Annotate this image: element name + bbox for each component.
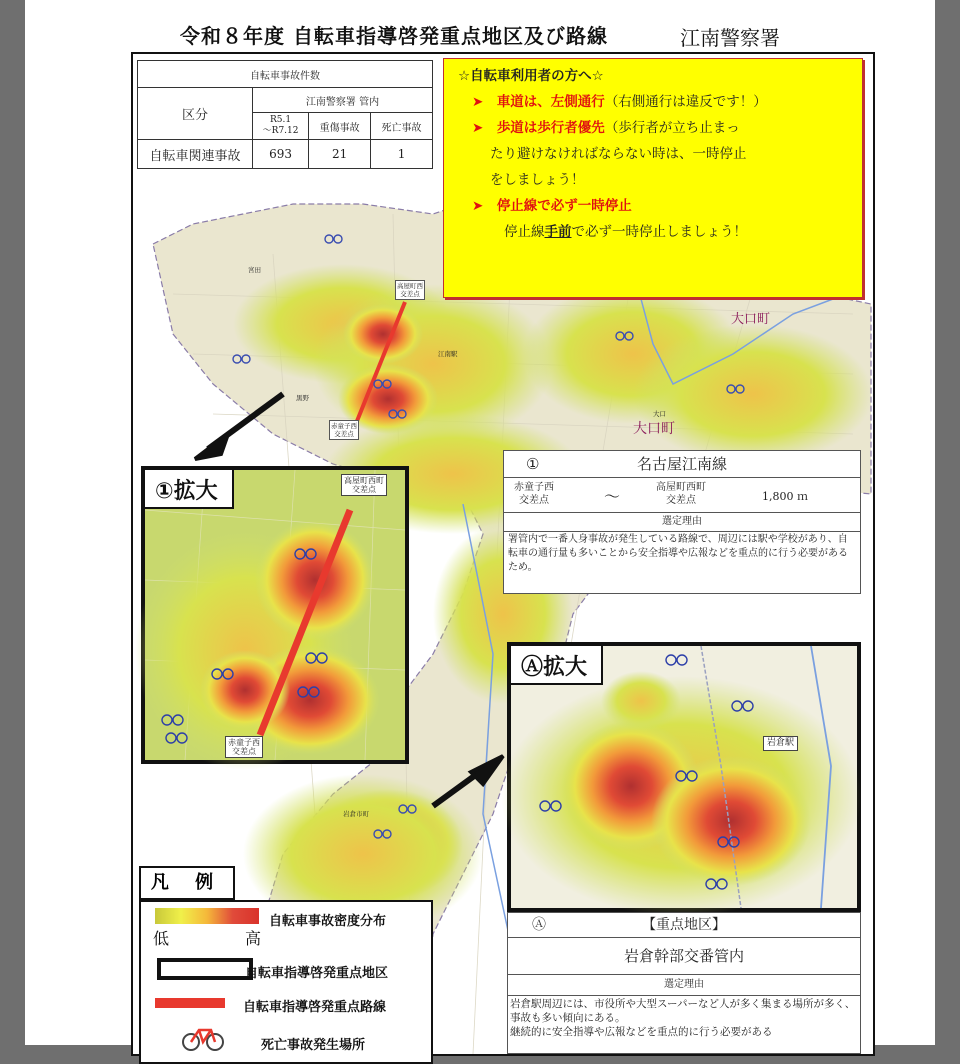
- zoom-a-label: Ⓐ拡大: [511, 646, 603, 685]
- zoom-1-heatmap: [145, 470, 405, 760]
- label-iwakura: 岩倉市町: [343, 810, 369, 818]
- route-info-box: [503, 450, 861, 594]
- route-end: 高屋町西町 交差点: [656, 482, 706, 506]
- density-gradient-swatch: [155, 908, 259, 924]
- area-info-box: [507, 912, 861, 1054]
- stats-serious: 21: [309, 140, 371, 169]
- stats-caption: 自転車事故件数: [138, 61, 433, 88]
- label-konan-station: 江南駅: [438, 350, 458, 358]
- label-oguchi-large: 大口町: [633, 421, 675, 437]
- notice-item-1: ➤ 車道は、左側通行（右側通行は違反です！）: [472, 94, 767, 110]
- route-length: 1,800 ｍ: [762, 490, 808, 503]
- label-oguchi-small: 大口町: [731, 312, 771, 327]
- zoom-1-label: ①拡大: [145, 470, 234, 509]
- legend-route-swatch: [155, 998, 225, 1008]
- area-letter: Ⓐ: [532, 917, 546, 933]
- zoom-a-station-tag: 岩倉駅: [763, 736, 798, 751]
- label-kurono: 黒野: [296, 394, 309, 402]
- area-heading: 【重点地区】: [642, 917, 726, 933]
- arrow-icon: ➤: [472, 120, 484, 136]
- area-reason-title: 選定理由: [508, 975, 860, 996]
- stats-row-label: 自転車関連事故: [138, 140, 253, 169]
- stats-period: R5.1 ～R7.12: [253, 113, 309, 140]
- route-reason-title: 選定理由: [504, 513, 860, 532]
- zoom-1-south-tag: 赤童子西 交差点: [225, 736, 263, 758]
- notice-item-2: ➤ 歩道は歩行者優先（歩行者が立ち止まっ: [472, 120, 740, 136]
- arrow-icon: ➤: [472, 198, 484, 214]
- legend-title: 凡 例: [139, 866, 235, 900]
- notice-item-2-line-3: をしましょう！: [490, 172, 585, 188]
- stats-category-header: 区分: [138, 88, 253, 140]
- zoom-a-heatmap: [511, 646, 857, 908]
- arrow-icon: ➤: [472, 94, 484, 110]
- route-tilde: ～: [604, 487, 621, 506]
- notice-heading: ☆自転車利用者の方へ☆: [458, 68, 604, 84]
- page-title: 令和８年度 自転車指導啓発重点地区及び路線: [180, 24, 608, 48]
- map-legend: [139, 900, 433, 1064]
- legend-area-label: 自転車指導啓発重点地区: [245, 966, 389, 981]
- stats-total: 693: [253, 140, 309, 169]
- label-miyata: 宮田: [248, 266, 261, 274]
- stats-serious-header: 重傷事故: [309, 113, 371, 140]
- notice-item-2-line-2: たり避けなければならない時は、一時停止: [490, 146, 747, 162]
- area-name: 岩倉幹部交番管内: [508, 938, 860, 975]
- legend-density-label: 自転車事故密度分布: [269, 914, 387, 929]
- cyclist-notice: [443, 58, 863, 298]
- notice-item-3-detail: 停止線手前で必ず一時停止しましょう！: [504, 224, 747, 240]
- notice-item-3: ➤ 停止線で必ず一時停止: [472, 198, 632, 214]
- legend-low-label: 低: [153, 929, 170, 948]
- legend-fatal-label: 死亡事故発生場所: [261, 1038, 366, 1053]
- map-sheet: [25, 0, 935, 1053]
- zoom-1-north-tag: 高屋町西町 交差点: [341, 474, 387, 496]
- zoom-panel-route-1: [141, 466, 409, 764]
- stats-fatal-header: 死亡事故: [371, 113, 433, 140]
- legend-area-swatch: [157, 958, 253, 980]
- route-start: 赤童子西 交差点: [514, 482, 554, 506]
- legend-route-label: 自転車指導啓発重点路線: [243, 1000, 387, 1015]
- label-akadoji-intersection: 赤童子西 交差点: [331, 422, 357, 438]
- route-name: 名古屋江南線: [636, 455, 727, 473]
- map-frame: [131, 52, 875, 1056]
- label-takaya-intersection: 高屋町西 交差点: [397, 282, 423, 298]
- zoom-panel-area-a: [507, 642, 861, 912]
- legend-high-label: 高: [245, 929, 262, 948]
- route-number: ①: [526, 455, 540, 473]
- bicycle-icon: [179, 1024, 229, 1054]
- label-oguchi-tiny: 大口: [653, 410, 666, 418]
- route-reason-text: 署管内で一番人身事故が発生している路線で、周辺には駅や学校があり、自転車の通行量も多いことから安全指導や広報などを重点的に行う必要があるため。: [508, 534, 848, 573]
- area-reason-text: 岩倉駅周辺には、市役所や大型スーパーなど人が多く集まる場所が多く、事故も多い傾向にある。 継続的に安全指導や広報などを重点的に行う必要がある: [510, 998, 856, 1038]
- stats-fatal: 1: [371, 140, 433, 169]
- stats-area-header: 江南警察署 管内: [253, 88, 433, 113]
- accident-stats-table: [137, 60, 433, 169]
- police-station-name: 江南警察署: [680, 26, 780, 50]
